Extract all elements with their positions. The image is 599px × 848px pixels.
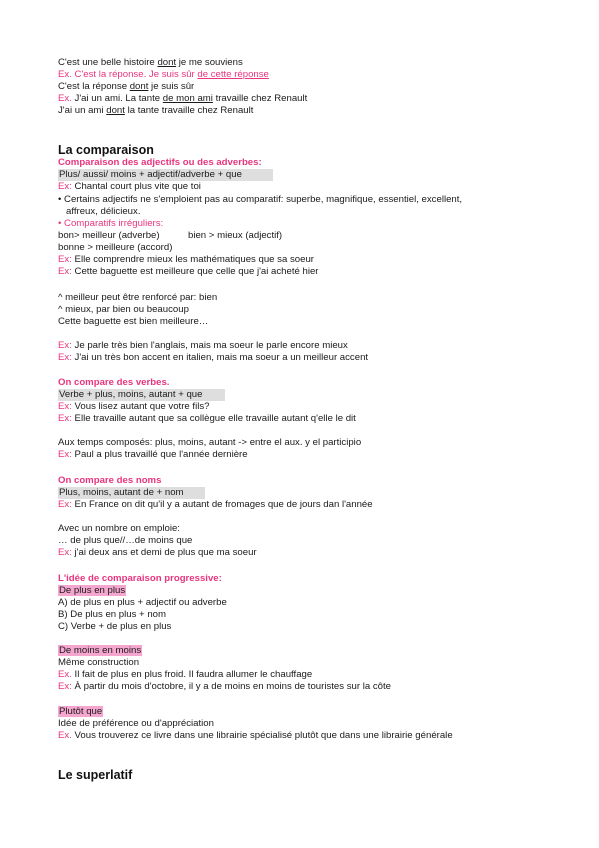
highlight-pink: Plutôt que: [59, 706, 103, 717]
example-marker: Ex.: [58, 669, 72, 680]
label-plutot-que: [58, 706, 103, 718]
text: je suis sûr: [148, 81, 195, 92]
underlined-phrase: de mon ami: [162, 93, 213, 104]
note-line: … de plus que//…de moins que: [58, 535, 193, 546]
example-marker: Ex:: [58, 340, 72, 351]
irregular-line-1: [58, 230, 160, 242]
example-marker: Ex:: [58, 449, 72, 460]
example-text: Paul a plus travaillé que l'année dernière: [71, 449, 248, 460]
example-line: [58, 340, 348, 352]
example-marker: Ex:: [58, 413, 72, 424]
intro-line-2: [58, 69, 269, 81]
subtitle-verbes: On compare des verbes.: [58, 377, 170, 388]
bullet-irreguliers: • Comparatifs irréguliers:: [58, 218, 164, 229]
irregular-bien: bien > mieux (adjectif): [188, 230, 283, 241]
example-marker: Ex:: [58, 547, 72, 558]
example-marker: Ex:: [58, 352, 72, 363]
example-line: [58, 547, 257, 559]
example-text: Il fait de plus en plus froid. Il faudra allumer le chauffage: [71, 669, 313, 680]
list-item-c: C) Verbe + de plus en plus: [58, 621, 172, 632]
example-text: J'ai un très bon accent en italien, mais ma soeur a un meilleur accent: [71, 352, 369, 363]
intro-line-4: [58, 93, 307, 105]
intro-line-3: [58, 81, 194, 93]
example-text: J'ai un ami. La tante: [71, 93, 163, 104]
intro-line-5: [58, 105, 253, 117]
example-marker: Ex:: [58, 266, 72, 277]
label-de-plus-en-plus: [58, 585, 126, 597]
example-text: Elle comprendre mieux les mathématiques que sa soeur: [71, 254, 314, 265]
label-de-moins-en-moins: [58, 645, 142, 657]
bullet-non-comparatif: • Certains adjectifs ne s'emploient pas au comparatif: superbe, magnifique, essentiel, excellent,: [58, 194, 463, 205]
example-marker: Ex:: [58, 181, 72, 192]
note-line: ^ meilleur peut être renforcé par: bien: [58, 292, 218, 303]
example-text: En France on dit qu'il y a autant de fromages que de jours dan l'année: [71, 499, 373, 510]
example-text: C'est la réponse. Je suis sûr: [71, 69, 198, 80]
subtitle-progressive: L'idée de comparaison progressive:: [58, 573, 222, 584]
note-line: Avec un nombre on emploie:: [58, 523, 180, 534]
example-line: [58, 449, 248, 461]
formula-verbes: [58, 389, 225, 401]
text: J'ai un ami: [58, 105, 107, 116]
note-line: Même construction: [58, 657, 140, 668]
example-text: Je parle très bien l'anglais, mais ma soeur le parle encore mieux: [71, 340, 348, 351]
note-line: Idée de préférence ou d'appréciation: [58, 718, 214, 729]
text: C'est une belle histoire: [58, 57, 158, 68]
example-text: Cette baguette est meilleure que celle que j'ai acheté hier: [71, 266, 319, 277]
underlined-word: dont: [157, 57, 177, 68]
formula-highlight: Verbe + plus, moins, autant + que: [58, 389, 225, 401]
example-text: Vous lisez autant que votre fils?: [71, 401, 210, 412]
example-marker: Ex:: [58, 401, 72, 412]
example-text: À partir du mois d'octobre, il y a de moins en moins de touristes sur la côte: [71, 681, 391, 692]
list-item-b: B) De plus en plus + nom: [58, 609, 166, 620]
note-line: Cette baguette est bien meilleure…: [58, 316, 209, 327]
example-marker: Ex:: [58, 681, 72, 692]
subtitle-noms: On compare des noms: [58, 475, 162, 486]
example-text: Chantal court plus vite que toi: [71, 181, 201, 192]
note-line: Aux temps composés: plus, moins, autant -> entre el aux. y el participio: [58, 437, 362, 448]
formula-noms: [58, 487, 205, 499]
example-line: [58, 266, 319, 278]
formula-highlight: Plus, moins, autant de + nom: [58, 487, 205, 499]
example-text: Vous trouverez ce livre dans une librairie spécialisé plutôt que dans une librairie générale: [71, 730, 453, 741]
formula-adjectifs: [58, 169, 273, 181]
subtitle-adjectifs: Comparaison des adjectifs ou des adverbes:: [58, 157, 262, 168]
example-marker: Ex.: [58, 93, 72, 104]
example-line: [58, 730, 453, 742]
example-marker: Ex.: [58, 69, 72, 80]
example-line: [58, 181, 201, 193]
example-line: [58, 669, 312, 681]
example-line: [58, 413, 356, 425]
example-line: [58, 681, 391, 693]
example-line: [58, 401, 209, 413]
note-line: ^ mieux, par bien ou beaucoup: [58, 304, 189, 315]
example-line: [58, 254, 314, 266]
example-text: j'ai deux ans et demi de plus que ma soeur: [71, 547, 257, 558]
irregular-line-2: bonne > meilleure (accord): [58, 242, 173, 253]
section-title-superlatif: Le superlatif: [58, 768, 133, 782]
text: C'est la réponse: [58, 81, 130, 92]
bullet-non-comparatif-cont: affreux, délicieux.: [66, 206, 141, 217]
highlight-pink: De plus en plus: [59, 585, 126, 596]
intro-line-1: [58, 57, 243, 69]
example-marker: Ex:: [58, 499, 72, 510]
example-marker: Ex.: [58, 730, 72, 741]
irregular-bon: bon> meilleur (adverbe): [58, 230, 160, 241]
text: la tante travaille chez Renault: [124, 105, 254, 116]
underlined-phrase: de cette réponse: [197, 69, 269, 80]
section-title-comparaison: La comparaison: [58, 143, 154, 157]
underlined-word: dont: [106, 105, 125, 116]
text: je me souviens: [176, 57, 243, 68]
example-text: travaille chez Renault: [212, 93, 308, 104]
list-item-a: A) de plus en plus + adjectif ou adverbe: [58, 597, 227, 608]
example-marker: Ex:: [58, 254, 72, 265]
underlined-word: dont: [129, 81, 149, 92]
example-line: [58, 352, 368, 364]
example-text: Elle travaille autant que sa collègue elle travaille autant q'elle le dit: [71, 413, 356, 424]
formula-highlight: Plus/ aussi/ moins + adjectif/adverbe + que: [58, 169, 273, 181]
highlight-pink: De moins en moins: [59, 645, 142, 656]
example-line: [58, 499, 373, 511]
